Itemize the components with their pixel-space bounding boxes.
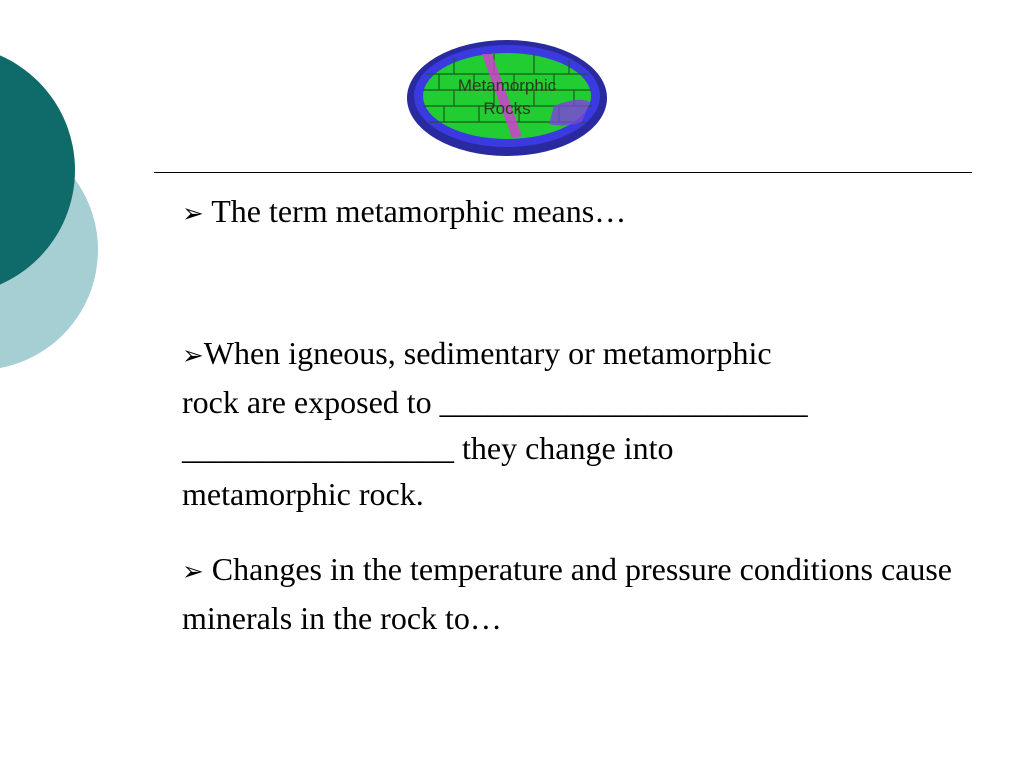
bullet-2 <box>182 330 962 517</box>
logo-text-line1: Metamorphic <box>457 76 557 95</box>
title-divider <box>154 172 972 173</box>
bullet-1-text: The term metamorphic means… <box>211 193 627 229</box>
fill-in-blank-1: _______________________ <box>439 384 808 420</box>
bullet-2-line3: they change into <box>462 430 674 466</box>
logo-text-line2: Rocks <box>483 99 531 118</box>
decorative-circles <box>0 0 120 420</box>
arrow-bullet-icon: ➢ <box>182 199 204 229</box>
bullet-3-text: Changes in the temperature and pressure conditions cause minerals in the rock to… <box>182 551 952 636</box>
bullet-2-line2: rock are exposed to <box>182 384 432 420</box>
bullet-2-tail: metamorphic rock. <box>182 476 424 512</box>
bullet-1 <box>182 188 962 237</box>
metamorphic-rocks-logo <box>404 36 610 156</box>
bullet-3 <box>182 546 962 641</box>
arrow-bullet-icon: ➢ <box>182 341 204 371</box>
bullet-2-lead: When igneous, sedimentary or metamorphic <box>203 335 772 371</box>
fill-in-blank-2: _________________ <box>182 430 454 466</box>
arrow-bullet-icon: ➢ <box>182 557 204 587</box>
